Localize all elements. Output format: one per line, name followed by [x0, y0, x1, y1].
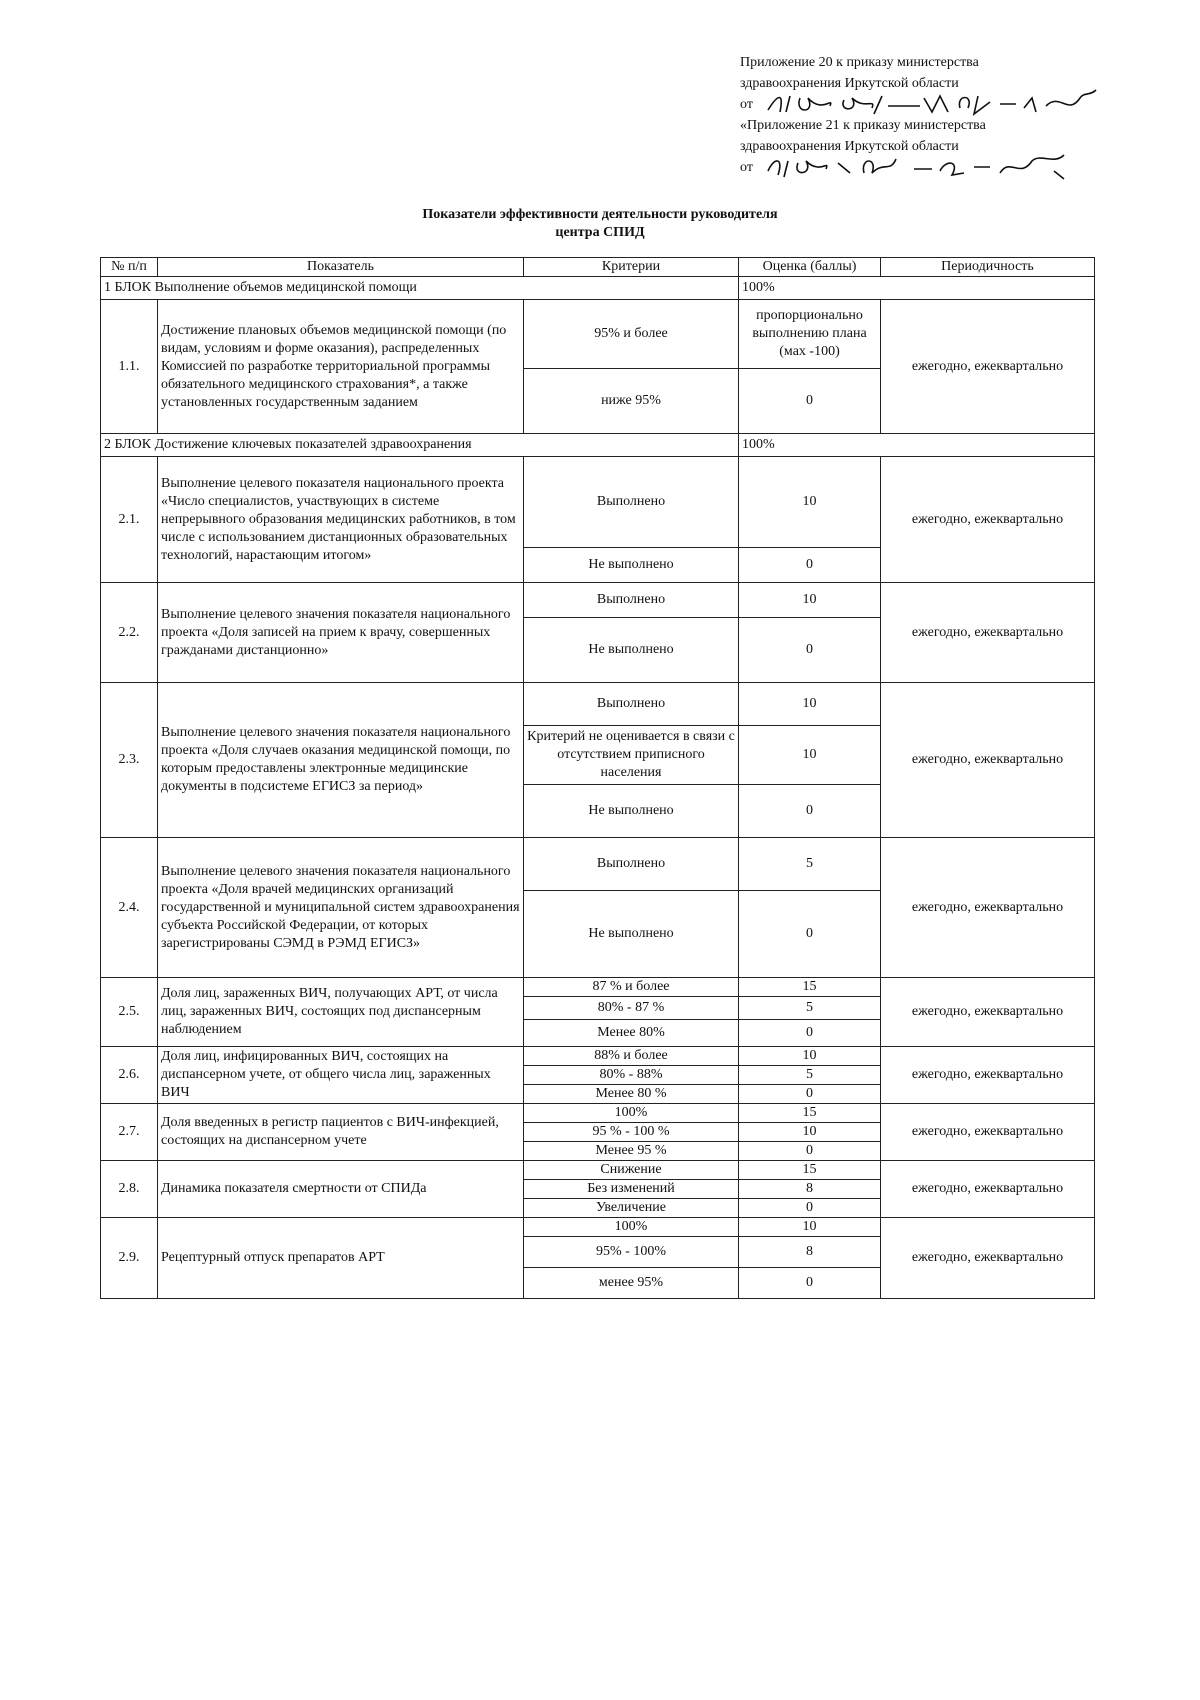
criterion: Критерий не оценивается в связи с отсутствием приписного населения	[524, 726, 739, 785]
criterion: Не выполнено	[524, 618, 739, 683]
score: 15	[739, 1104, 881, 1123]
criterion: Не выполнено	[524, 548, 739, 583]
indicator-text: Доля введенных в регистр пациентов с ВИЧ-инфекцией, состоящих на диспансерном учете	[158, 1104, 524, 1161]
score: 10	[739, 1123, 881, 1142]
score: 15	[739, 1161, 881, 1180]
block-row-2	[101, 434, 1095, 457]
criterion: 95% и более	[524, 300, 739, 369]
criterion: Снижение	[524, 1161, 739, 1180]
table-row	[101, 1047, 1095, 1066]
score: 0	[739, 1142, 881, 1161]
row-number: 1.1.	[101, 300, 158, 434]
table-header-row	[101, 258, 1095, 277]
block-1-label: 1 БЛОК Выполнение объемов медицинской помощи	[101, 277, 739, 300]
score: 8	[739, 1180, 881, 1199]
periodicity: ежегодно, ежеквартально	[881, 583, 1095, 683]
date-prefix-2: от	[740, 160, 753, 175]
score: 0	[739, 785, 881, 838]
score: пропорционально выполнению плана (мах -100)	[739, 300, 881, 369]
criterion: 95% - 100%	[524, 1237, 739, 1268]
page-title	[0, 206, 1200, 242]
criterion: Выполнено	[524, 583, 739, 618]
indicator-text: Рецептурный отпуск препаратов АРТ	[158, 1218, 524, 1299]
row-number: 2.5.	[101, 978, 158, 1047]
score: 8	[739, 1237, 881, 1268]
criterion: Менее 95 %	[524, 1142, 739, 1161]
score: 10	[739, 1047, 881, 1066]
criterion: Без изменений	[524, 1180, 739, 1199]
date-prefix: от	[740, 97, 753, 112]
table-row	[101, 1218, 1095, 1237]
appendix-line-2: здравоохранения Иркутской области	[740, 76, 959, 91]
block-2-weight: 100%	[739, 434, 1095, 457]
indicators-table	[100, 257, 1095, 1299]
score: 0	[739, 618, 881, 683]
row-number: 2.6.	[101, 1047, 158, 1104]
table-row	[101, 838, 1095, 891]
score: 10	[739, 683, 881, 726]
column-header-num: № п/п	[101, 258, 158, 277]
criterion: Выполнено	[524, 683, 739, 726]
appendix-header	[740, 52, 1100, 178]
table-row	[101, 1161, 1095, 1180]
criterion: ниже 95%	[524, 369, 739, 434]
score: 0	[739, 1199, 881, 1218]
criterion: 100%	[524, 1104, 739, 1123]
score: 15	[739, 978, 881, 997]
periodicity: ежегодно, ежеквартально	[881, 683, 1095, 838]
score: 0	[739, 1020, 881, 1047]
criterion: 88% и более	[524, 1047, 739, 1066]
row-number: 2.8.	[101, 1161, 158, 1218]
criterion: 95 % - 100 %	[524, 1123, 739, 1142]
appendix-line-5: здравоохранения Иркутской области	[740, 139, 959, 154]
score: 10	[739, 457, 881, 548]
row-number: 2.1.	[101, 457, 158, 583]
score: 10	[739, 726, 881, 785]
indicator-text: Выполнение целевого значения показателя национального проекта «Доля случаев оказания медицинской помощи, по которым предоставлены электронные медицинские документы в подсистеме ЕГИСЗ за период»	[158, 683, 524, 838]
periodicity: ежегодно, ежеквартально	[881, 300, 1095, 434]
periodicity: ежегодно, ежеквартально	[881, 1218, 1095, 1299]
criterion: менее 95%	[524, 1268, 739, 1299]
periodicity: ежегодно, ежеквартально	[881, 838, 1095, 978]
criterion: Не выполнено	[524, 891, 739, 978]
appendix-date-line-1	[740, 94, 1100, 115]
appendix-date-line-2	[740, 157, 1100, 178]
criterion: 80% - 87 %	[524, 997, 739, 1020]
periodicity: ежегодно, ежеквартально	[881, 1161, 1095, 1218]
score: 5	[739, 838, 881, 891]
block-1-weight: 100%	[739, 277, 1095, 300]
table-row	[101, 583, 1095, 618]
appendix-line-1: Приложение 20 к приказу министерства	[740, 55, 979, 70]
criterion: Выполнено	[524, 457, 739, 548]
score: 10	[739, 583, 881, 618]
row-number: 2.3.	[101, 683, 158, 838]
periodicity: ежегодно, ежеквартально	[881, 457, 1095, 583]
score: 0	[739, 369, 881, 434]
indicator-text: Доля лиц, зараженных ВИЧ, получающих АРТ, от числа лиц, зараженных ВИЧ, состоящих под диспансерным наблюдением	[158, 978, 524, 1047]
column-header-period: Периодичность	[881, 258, 1095, 277]
criterion: Не выполнено	[524, 785, 739, 838]
criterion: Менее 80 %	[524, 1085, 739, 1104]
periodicity: ежегодно, ежеквартально	[881, 978, 1095, 1047]
indicator-text: Выполнение целевого значения показателя национального проекта «Доля записей на прием к врачу, совершенных гражданами дистанционно»	[158, 583, 524, 683]
criterion: Увеличение	[524, 1199, 739, 1218]
periodicity: ежегодно, ежеквартально	[881, 1104, 1095, 1161]
title-line-2: центра СПИД	[555, 225, 645, 240]
criterion: 100%	[524, 1218, 739, 1237]
row-number: 2.2.	[101, 583, 158, 683]
column-header-indicator: Показатель	[158, 258, 524, 277]
criterion: 87 % и более	[524, 978, 739, 997]
criterion: 80% - 88%	[524, 1066, 739, 1085]
periodicity: ежегодно, ежеквартально	[881, 1047, 1095, 1104]
score: 0	[739, 548, 881, 583]
table-row	[101, 683, 1095, 726]
column-header-criteria: Критерии	[524, 258, 739, 277]
block-2-label: 2 БЛОК Достижение ключевых показателей здравоохранения	[101, 434, 739, 457]
appendix-line-4: «Приложение 21 к приказу министерства	[740, 118, 986, 133]
table-row	[101, 1104, 1095, 1123]
score: 0	[739, 1268, 881, 1299]
column-header-score: Оценка (баллы)	[739, 258, 881, 277]
score: 5	[739, 1066, 881, 1085]
indicator-text: Достижение плановых объемов медицинской помощи (по видам, условиям и форме оказания), распределенных Комиссией по разработке территориальной программы обязательного медицинского страхования*, а также установленных государственным заданием	[158, 300, 524, 434]
table-row	[101, 978, 1095, 997]
row-number: 2.7.	[101, 1104, 158, 1161]
title-line-1: Показатели эффективности деятельности руководителя	[422, 207, 778, 222]
table-row	[101, 457, 1095, 548]
score: 0	[739, 891, 881, 978]
indicator-text: Доля лиц, инфицированных ВИЧ, состоящих на диспансерном учете, от общего числа лиц, зараженных ВИЧ	[158, 1047, 524, 1104]
row-number: 2.9.	[101, 1218, 158, 1299]
score: 5	[739, 997, 881, 1020]
score: 10	[739, 1218, 881, 1237]
table-row	[101, 300, 1095, 369]
indicator-text: Динамика показателя смертности от СПИДа	[158, 1161, 524, 1218]
criterion: Выполнено	[524, 838, 739, 891]
block-row-1	[101, 277, 1095, 300]
row-number: 2.4.	[101, 838, 158, 978]
score: 0	[739, 1085, 881, 1104]
indicator-text: Выполнение целевого показателя национального проекта «Число специалистов, участвующих в системе непрерывного образования медицинских работников, в том числе с использованием дистанционных образовательных технологий, нарастающим итогом»	[158, 457, 524, 583]
indicator-text: Выполнение целевого значения показателя национального проекта «Доля врачей медицинских организаций государственной и муниципальной систем здравоохранения субъекта Российской Федерации, от которых зарегистрированы СЭМД в РЭМД ЕГИСЗ»	[158, 838, 524, 978]
criterion: Менее 80%	[524, 1020, 739, 1047]
